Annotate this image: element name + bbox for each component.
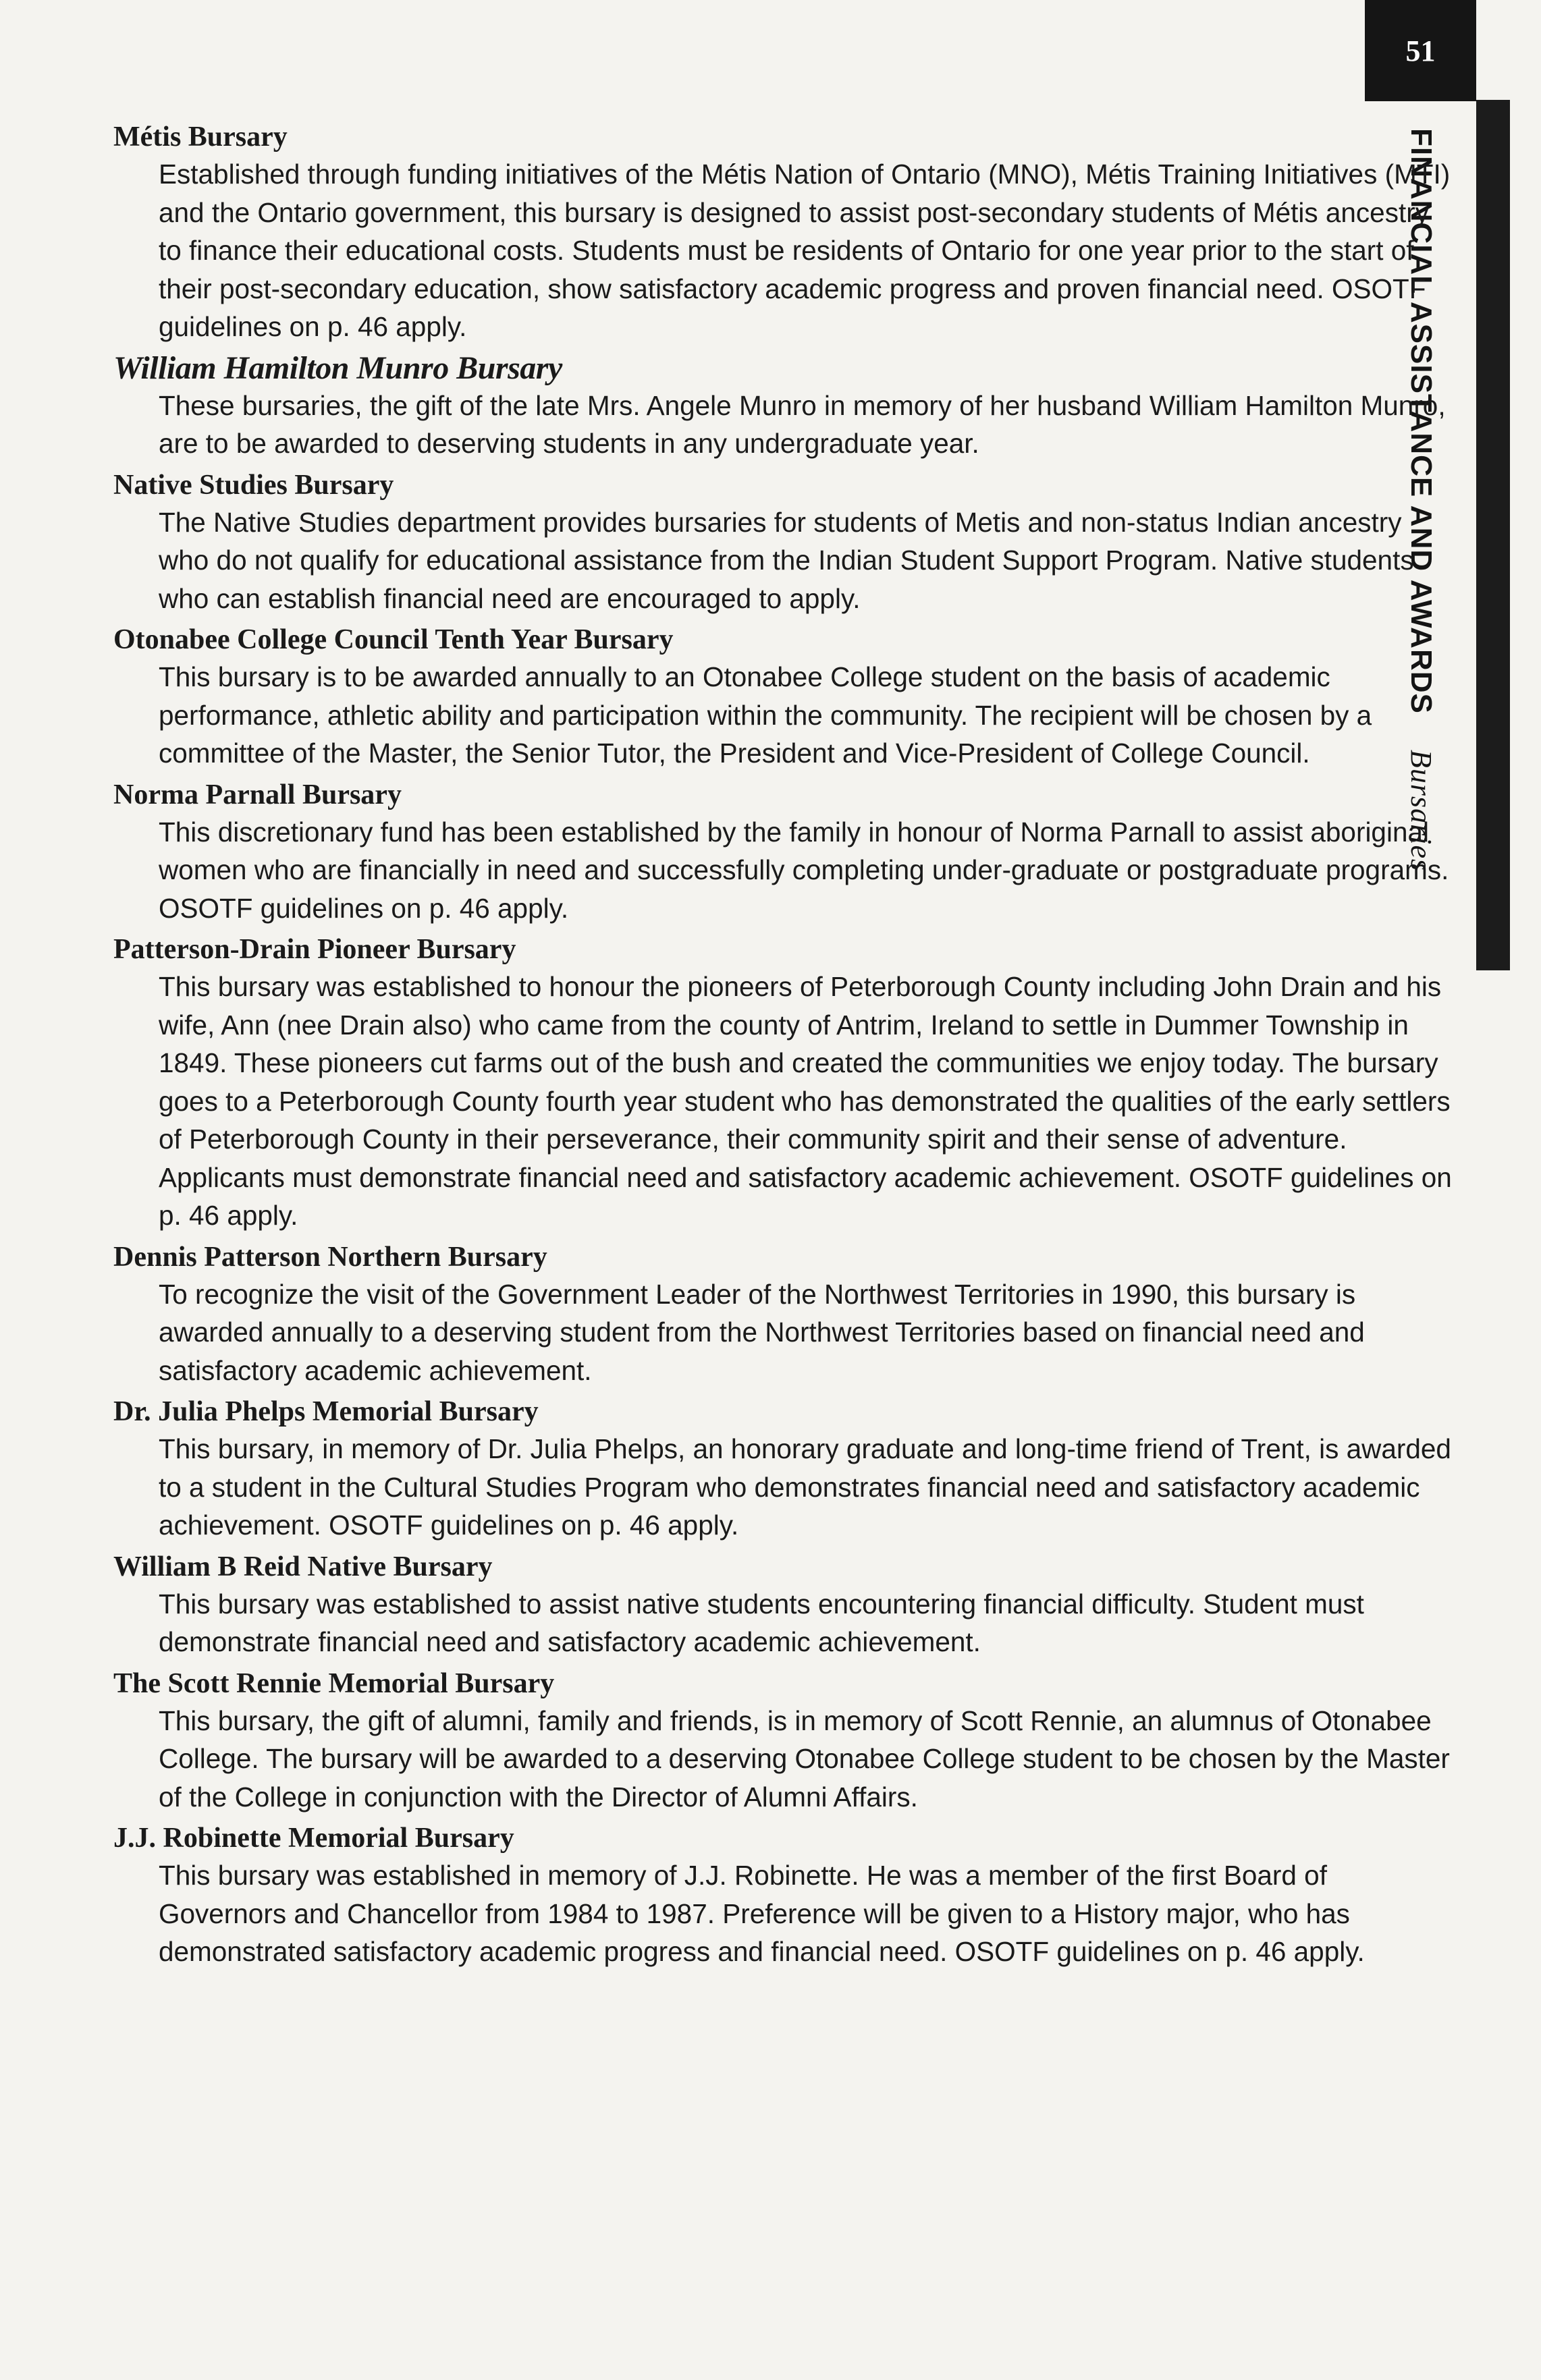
- bursary-title: The Scott Rennie Memorial Bursary: [113, 1667, 555, 1699]
- bursary-title: Dennis Patterson Northern Bursary: [113, 1241, 547, 1273]
- bursary-title: William B Reid Native Bursary: [113, 1551, 493, 1582]
- side-bar-marker: [1476, 100, 1510, 970]
- bursary-entry-rennie: [113, 1665, 1450, 1817]
- bursary-entry-otonabee-council: [113, 621, 1372, 773]
- bursary-description: This bursary, in memory of Dr. Julia Phelps, an honorary graduate and long-time friend of Trent, is awarded to a student in the Cultural Studies Program who demonstrates financial need and satisfactory academic achievement. OSOTF guidelines on p. 46 apply.: [159, 1433, 1451, 1541]
- page-number: 51: [1365, 0, 1476, 101]
- bursary-title: Norma Parnall Bursary: [113, 779, 402, 810]
- bursary-description: This bursary is to be awarded annually to an Otonabee College student on the basis of academic performance, athletic ability and participation within the community. The recipient will be chosen by a committee of the Master, the Senior Tutor, the President and Vice-President of College Council.: [159, 661, 1372, 769]
- bursary-title: Dr. Julia Phelps Memorial Bursary: [113, 1396, 539, 1427]
- section-title: FINANCIAL ASSISTANCE AND AWARDS: [1405, 128, 1438, 714]
- bursary-description: This bursary, the gift of alumni, family and friends, is in memory of Scott Rennie, an alumnus of Otonabee College. The bursary will be awarded to a deserving Otonabee College student to be chosen by the Master of the College in conjunction with the Director of Alumni Affairs.: [159, 1705, 1450, 1812]
- bursary-entry-robinette: [113, 1820, 1365, 1971]
- bursary-description: To recognize the visit of the Government Leader of the Northwest Territories in 1990, this bursary is awarded annually to a deserving student from the Northwest Territories based on financial need and satisfactory academic achievement.: [159, 1278, 1365, 1386]
- bursary-description: This bursary was established to honour the pioneers of Peterborough County including John Drain and his wife, Ann (nee Drain also) who came from the county of Antrim, Ireland to settle in Dummer Township in 1849. These pioneers cut farms out of the bush and created the communities we enjoy today. The bursary goes to a Peterborough County fourth year student who has demonstrated the qualities of the early settlers of Peterborough County in their perseverance, their community spirit and their sense of adventure. Applicants must demonstrate financial need and satisfactory academic achievement. OSOTF guidelines on p. 46 apply.: [159, 971, 1452, 1231]
- bursary-title: Métis Bursary: [113, 121, 288, 153]
- bursary-title: Native Studies Bursary: [113, 469, 394, 501]
- bursary-description: This bursary was established in memory of J.J. Robinette. He was a member of the first Board of Governors and Chancellor from 1984 to 1987. Preference will be given to a History major, who has demonstrated satisfactory academic progress and financial need. OSOTF guidelines on p. 46 apply.: [159, 1860, 1365, 1967]
- bursary-entry-metis: [113, 119, 1451, 346]
- bursary-entry-patterson-drain: [113, 931, 1452, 1235]
- bursary-description: These bursaries, the gift of the late Mrs. Angele Munro in memory of her husband William Hamilton Munro, are to be awarded to deserving students in any undergraduate year.: [159, 389, 1446, 459]
- bursary-description: This discretionary fund has been established by the family in honour of Norma Parnall to assist aboriginal women who are financially in need and successfully completing under-graduate or postgraduate programs. OSOTF guidelines on p. 46 apply.: [159, 816, 1449, 924]
- bursary-description: Established through funding initiatives of the Métis Nation of Ontario (MNO), Métis Training Initiatives (MTI) and the Ontario government, this bursary is designed to assist post-secondary students of Métis ancestry to finance their educational costs. Students must be residents of Ontario for one year prior to the start of their post-secondary education, show satisfactory academic progress and proven financial need. OSOTF guidelines on p. 46 apply.: [159, 159, 1451, 342]
- bursary-entry-reid: [113, 1549, 1364, 1661]
- bursary-title: Otonabee College Council Tenth Year Bursary: [113, 624, 674, 655]
- bursary-entry-phelps: [113, 1393, 1451, 1545]
- bursary-description: This bursary was established to assist native students encountering financial difficulty. Student must demonstrate financial need and satisfactory academic achievement.: [159, 1588, 1364, 1657]
- bursary-title: Patterson-Drain Pioneer Bursary: [113, 934, 516, 965]
- bursary-entry-native-studies: [113, 467, 1414, 618]
- bursary-entry-patterson-northern: [113, 1239, 1365, 1390]
- subsection-title: Bursaries: [1405, 750, 1438, 872]
- bursary-title: William Hamilton Munro Bursary: [113, 350, 562, 386]
- bursary-description: The Native Studies department provides bursaries for students of Metis and non-status Indian ancestry who do not qualify for educational assistance from the Indian Student Support Program. Native students who can establish financial need are encouraged to apply.: [159, 506, 1414, 614]
- bursary-entry-munro: [113, 350, 1446, 463]
- bursary-title: J.J. Robinette Memorial Bursary: [113, 1823, 514, 1854]
